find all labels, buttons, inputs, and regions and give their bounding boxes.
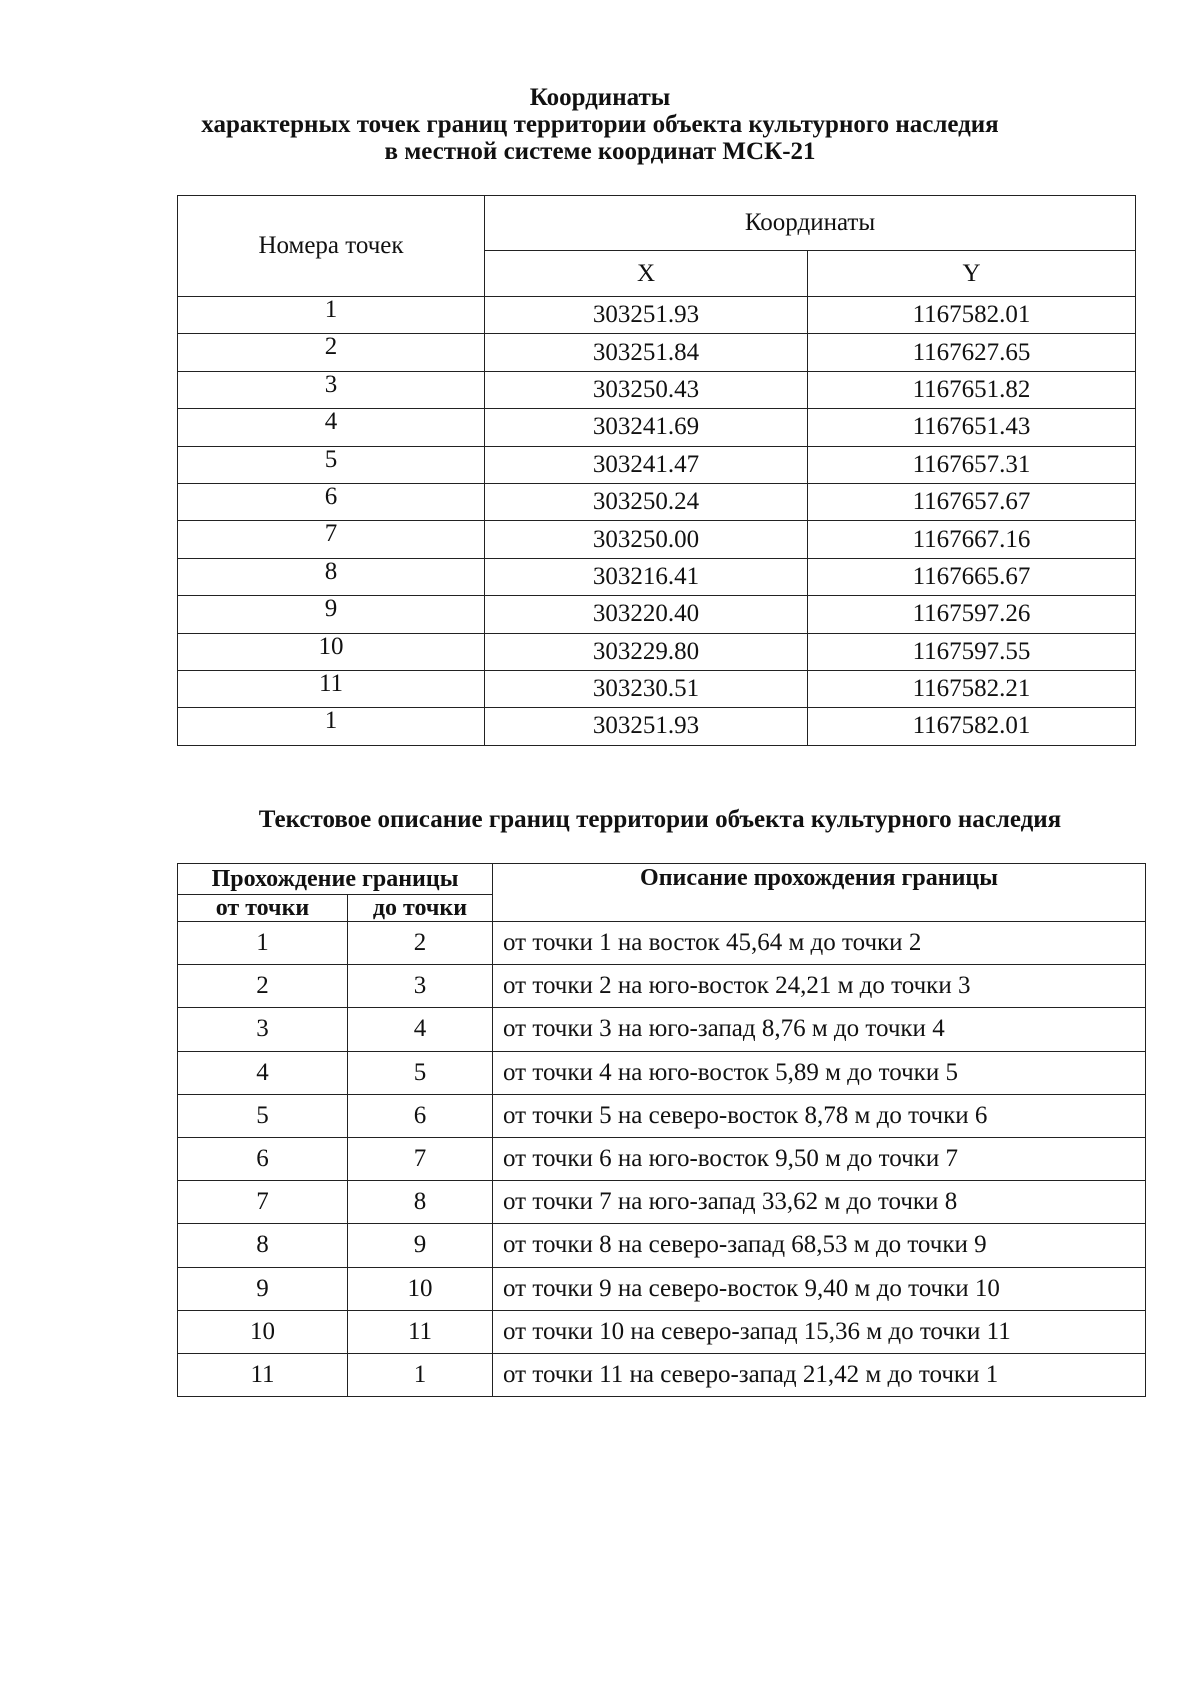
table-row	[178, 558, 1136, 595]
header-point-numbers: Номера точек	[178, 196, 485, 297]
from-point: 7	[178, 1181, 348, 1224]
table-row	[178, 1008, 1146, 1051]
coord-x: 303251.93	[485, 708, 808, 745]
coord-x: 303241.47	[485, 446, 808, 483]
to-point: 2	[348, 922, 493, 965]
header-x: X	[485, 251, 808, 297]
from-point: 2	[178, 965, 348, 1008]
coord-y: 1167582.21	[808, 670, 1136, 707]
to-point: 9	[348, 1224, 493, 1267]
table-row	[178, 483, 1136, 520]
point-number: 11	[178, 670, 485, 707]
to-point: 6	[348, 1094, 493, 1137]
coord-x: 303230.51	[485, 670, 808, 707]
header-from-point: от точки	[178, 895, 348, 922]
to-point: 10	[348, 1267, 493, 1310]
to-point: 1	[348, 1353, 493, 1396]
table-row	[178, 334, 1136, 371]
coord-x: 303220.40	[485, 596, 808, 633]
table-row	[178, 409, 1136, 446]
document-title	[0, 84, 1200, 165]
from-point: 4	[178, 1051, 348, 1094]
coord-x: 303251.84	[485, 334, 808, 371]
coordinates-table	[177, 195, 1136, 746]
table-row	[178, 1181, 1146, 1224]
boundary-description-table	[177, 863, 1146, 1397]
coord-x: 303250.43	[485, 371, 808, 408]
point-number: 7	[178, 521, 485, 558]
table-row	[178, 446, 1136, 483]
from-point: 8	[178, 1224, 348, 1267]
header-coordinates: Координаты	[485, 196, 1136, 251]
table-row	[178, 1137, 1146, 1180]
table-row	[178, 708, 1136, 745]
passage-description: от точки 2 на юго-восток 24,21 м до точки 3	[493, 965, 1146, 1008]
table-row	[178, 1224, 1146, 1267]
table-row	[178, 1051, 1146, 1094]
coord-y: 1167651.82	[808, 371, 1136, 408]
title-line-3: в местной системе координат МСК-21	[384, 138, 816, 165]
coord-y: 1167667.16	[808, 521, 1136, 558]
passage-description: от точки 3 на юго-запад 8,76 м до точки 4	[493, 1008, 1146, 1051]
to-point: 7	[348, 1137, 493, 1180]
table-row	[178, 670, 1136, 707]
coord-y: 1167582.01	[808, 297, 1136, 334]
from-point: 6	[178, 1137, 348, 1180]
point-number: 10	[178, 633, 485, 670]
to-point: 4	[348, 1008, 493, 1051]
table-row	[178, 1353, 1146, 1396]
header-passage-description: Описание прохождения границы	[493, 864, 1146, 922]
passage-description: от точки 8 на северо-запад 68,53 м до точки 9	[493, 1224, 1146, 1267]
point-number: 8	[178, 558, 485, 595]
passage-description: от точки 4 на юго-восток 5,89 м до точки 5	[493, 1051, 1146, 1094]
to-point: 11	[348, 1310, 493, 1353]
table-row	[178, 297, 1136, 334]
coord-x: 303250.00	[485, 521, 808, 558]
header-y: Y	[808, 251, 1136, 297]
header-to-point: до точки	[348, 895, 493, 922]
point-number: 3	[178, 371, 485, 408]
from-point: 11	[178, 1353, 348, 1396]
to-point: 8	[348, 1181, 493, 1224]
coord-x: 303251.93	[485, 297, 808, 334]
header-boundary-passage: Прохождение границы	[178, 864, 493, 895]
point-number: 2	[178, 334, 485, 371]
from-point: 5	[178, 1094, 348, 1137]
table-row	[178, 633, 1136, 670]
table-row	[178, 922, 1146, 965]
table-row	[178, 1267, 1146, 1310]
coord-y: 1167651.43	[808, 409, 1136, 446]
coord-y: 1167657.67	[808, 483, 1136, 520]
table-row	[178, 521, 1136, 558]
table-row	[178, 596, 1136, 633]
passage-description: от точки 10 на северо-запад 15,36 м до точки 11	[493, 1310, 1146, 1353]
coord-x: 303250.24	[485, 483, 808, 520]
point-number: 6	[178, 483, 485, 520]
from-point: 10	[178, 1310, 348, 1353]
point-number: 1	[178, 708, 485, 745]
passage-description: от точки 5 на северо-восток 8,78 м до точки 6	[493, 1094, 1146, 1137]
coord-x: 303229.80	[485, 633, 808, 670]
title-line-1: Координаты	[529, 84, 671, 111]
passage-description: от точки 7 на юго-запад 33,62 м до точки 8	[493, 1181, 1146, 1224]
passage-description: от точки 11 на северо-запад 21,42 м до точки 1	[493, 1353, 1146, 1396]
point-number: 1	[178, 297, 485, 334]
passage-description: от точки 6 на юго-восток 9,50 м до точки 7	[493, 1137, 1146, 1180]
coord-y: 1167597.26	[808, 596, 1136, 633]
point-number: 4	[178, 409, 485, 446]
table-row	[178, 1310, 1146, 1353]
description-section-title: Текстовое описание границ территории объекта культурного наследия	[258, 806, 1062, 833]
coord-x: 303216.41	[485, 558, 808, 595]
coord-y: 1167665.67	[808, 558, 1136, 595]
from-point: 1	[178, 922, 348, 965]
passage-description: от точки 9 на северо-восток 9,40 м до точки 10	[493, 1267, 1146, 1310]
from-point: 3	[178, 1008, 348, 1051]
point-number: 5	[178, 446, 485, 483]
table-row	[178, 965, 1146, 1008]
coord-y: 1167582.01	[808, 708, 1136, 745]
passage-description: от точки 1 на восток 45,64 м до точки 2	[493, 922, 1146, 965]
coord-x: 303241.69	[485, 409, 808, 446]
coord-y: 1167657.31	[808, 446, 1136, 483]
point-number: 9	[178, 596, 485, 633]
coord-y: 1167627.65	[808, 334, 1136, 371]
to-point: 5	[348, 1051, 493, 1094]
to-point: 3	[348, 965, 493, 1008]
from-point: 9	[178, 1267, 348, 1310]
table-row	[178, 371, 1136, 408]
coord-y: 1167597.55	[808, 633, 1136, 670]
title-line-2: характерных точек границ территории объекта культурного наследия	[201, 111, 999, 138]
table-row	[178, 1094, 1146, 1137]
